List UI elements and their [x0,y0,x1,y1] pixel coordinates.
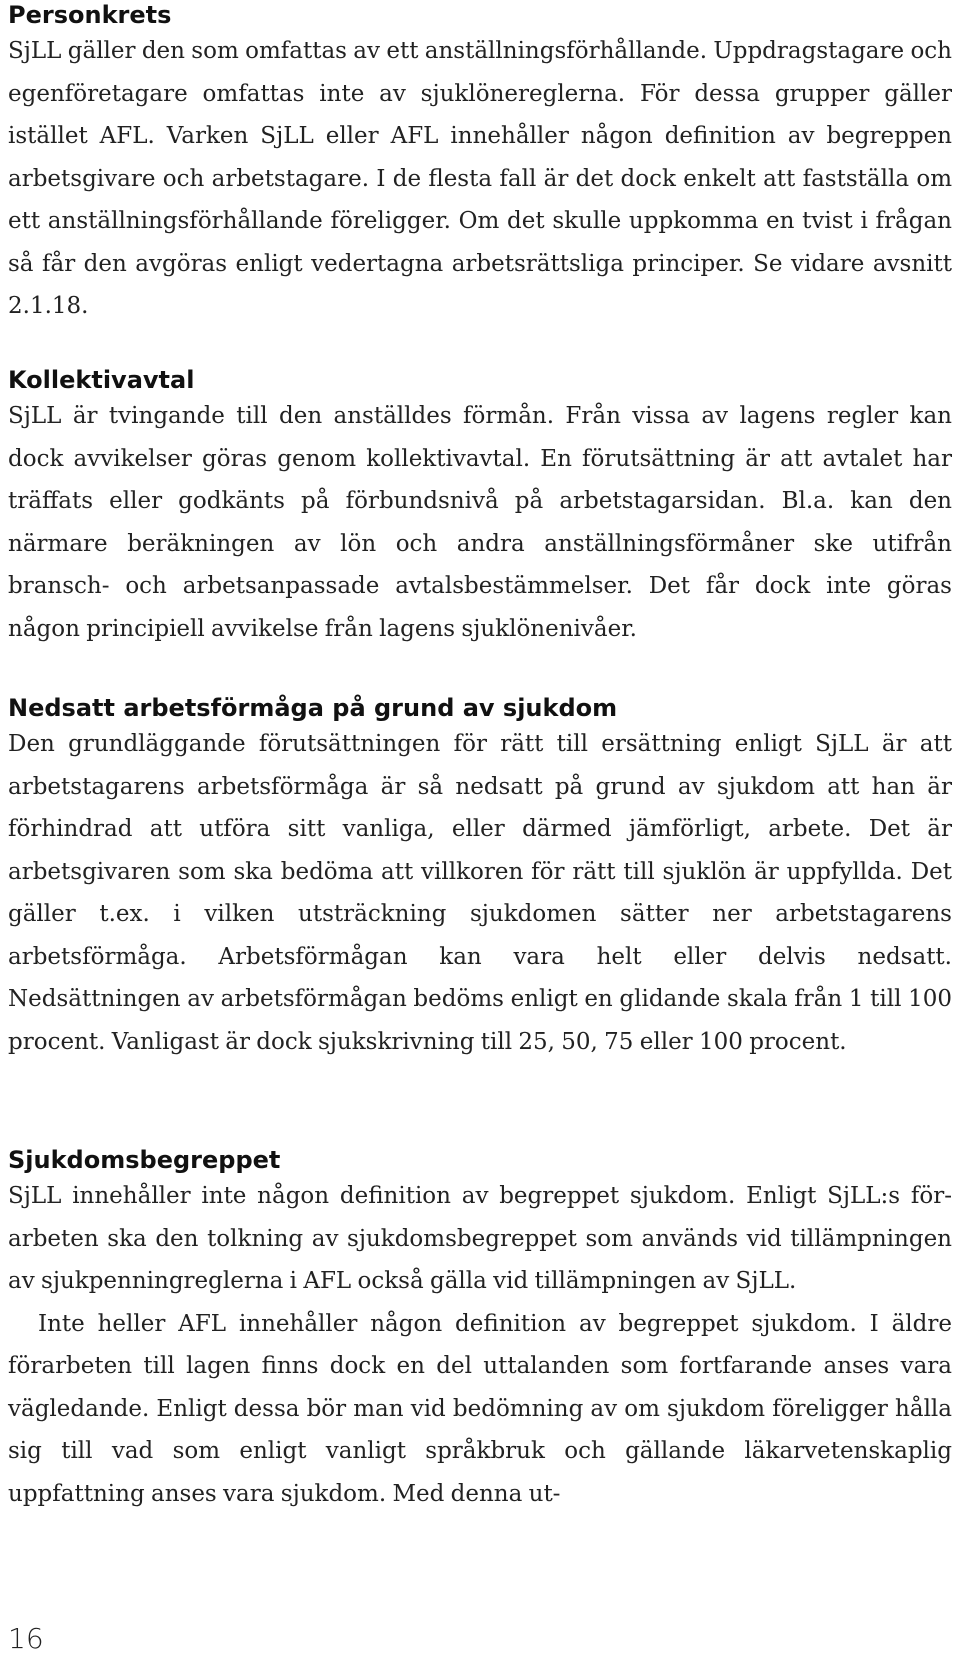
section-heading: Personkrets [8,1,172,29]
section-heading: Nedsatt arbetsförmåga på grund av sjukdom [8,694,618,722]
section-personkrets [8,0,952,328]
section-heading: Sjukdomsbegreppet [8,1146,281,1174]
body-paragraph: SjLL gäller den som omfattas av ett anställningsförhållande. Uppdragstagare och egenföretagare omfattas inte av sjuklönereglerna. För dessa grupper gäller istället AFL. Varken SjLL eller AFL innehåller någon definition av begreppen arbetsgivare och arbetstagare. I de flesta fall är det dock enkelt att fastställa om ett anställningsförhållande föreligger. Om det skulle uppkomma en tvist i frågan så får den avgöras enligt vedertagna arbetsrättsliga principer. Se vidare avsnitt 2.1.18. [8,38,952,319]
section-kollektivavtal [8,365,952,650]
section-sjukdomsbegreppet [8,1145,952,1515]
page-number: 16 [8,1622,44,1655]
section-heading: Kollektivavtal [8,366,195,394]
body-paragraph: Inte heller AFL innehåller någon definition av begreppet sjukdom. I äldre förarbeten till lagen finns dock en del uttalanden som fortfarande anses vara vägledande. Enligt dessa bör man vid bedömning av om sjukdom föreligger hålla sig till vad som enligt vanligt språkbruk och gällande läkarvetenskaplig uppfattning anses vara sjukdom. Med denna ut- [8,1310,952,1507]
body-paragraph: Den grundläggande förutsättningen för rätt till ersättning enligt SjLL är att arbetstagarens arbetsförmåga är så nedsatt på grund av sjukdom att han är förhindrad att utföra sitt vanliga, eller därmed jämförligt, arbete. Det är arbetsgivaren som ska bedöma att villkoren för rätt till sjuklön är uppfyllda. Det gäller t.ex. i vilken utsträckning sjukdomen sätter ner arbetstagarens arbetsförmåga. Arbetsförmågan kan vara helt eller delvis nedsatt. Nedsättningen av arbetsförmågan bedöms enligt en glidande skala från 1 till 100 procent. Vanligast är dock sjukskrivning till 25, 50, 75 eller 100 procent. [8,731,952,1055]
body-paragraph: SjLL är tvingande till den anställdes förmån. Från vissa av lagens regler kan dock avvikelser göras genom kollektivavtal. En förutsättning är att avtalet har träffats eller godkänts på förbundsnivå på arbetstagarsidan. Bl.a. kan den närmare beräkningen av lön och andra anställningsförmåner ske utifrån bransch- och arbetsanpassade avtalsbestämmelser. Det får dock inte göras någon principiell avvikelse från lagens sjuklönenivåer. [8,403,952,642]
section-nedsatt-arbetsformaga [8,693,952,1063]
body-paragraph: SjLL innehåller inte någon definition av begreppet sjukdom. Enligt SjLL:s förarbeten ska den tolkning av sjukdomsbegreppet som används vid tillämpningen av sjukpenningreglerna i AFL också gälla vid tillämpningen av SjLL. [8,1183,952,1294]
